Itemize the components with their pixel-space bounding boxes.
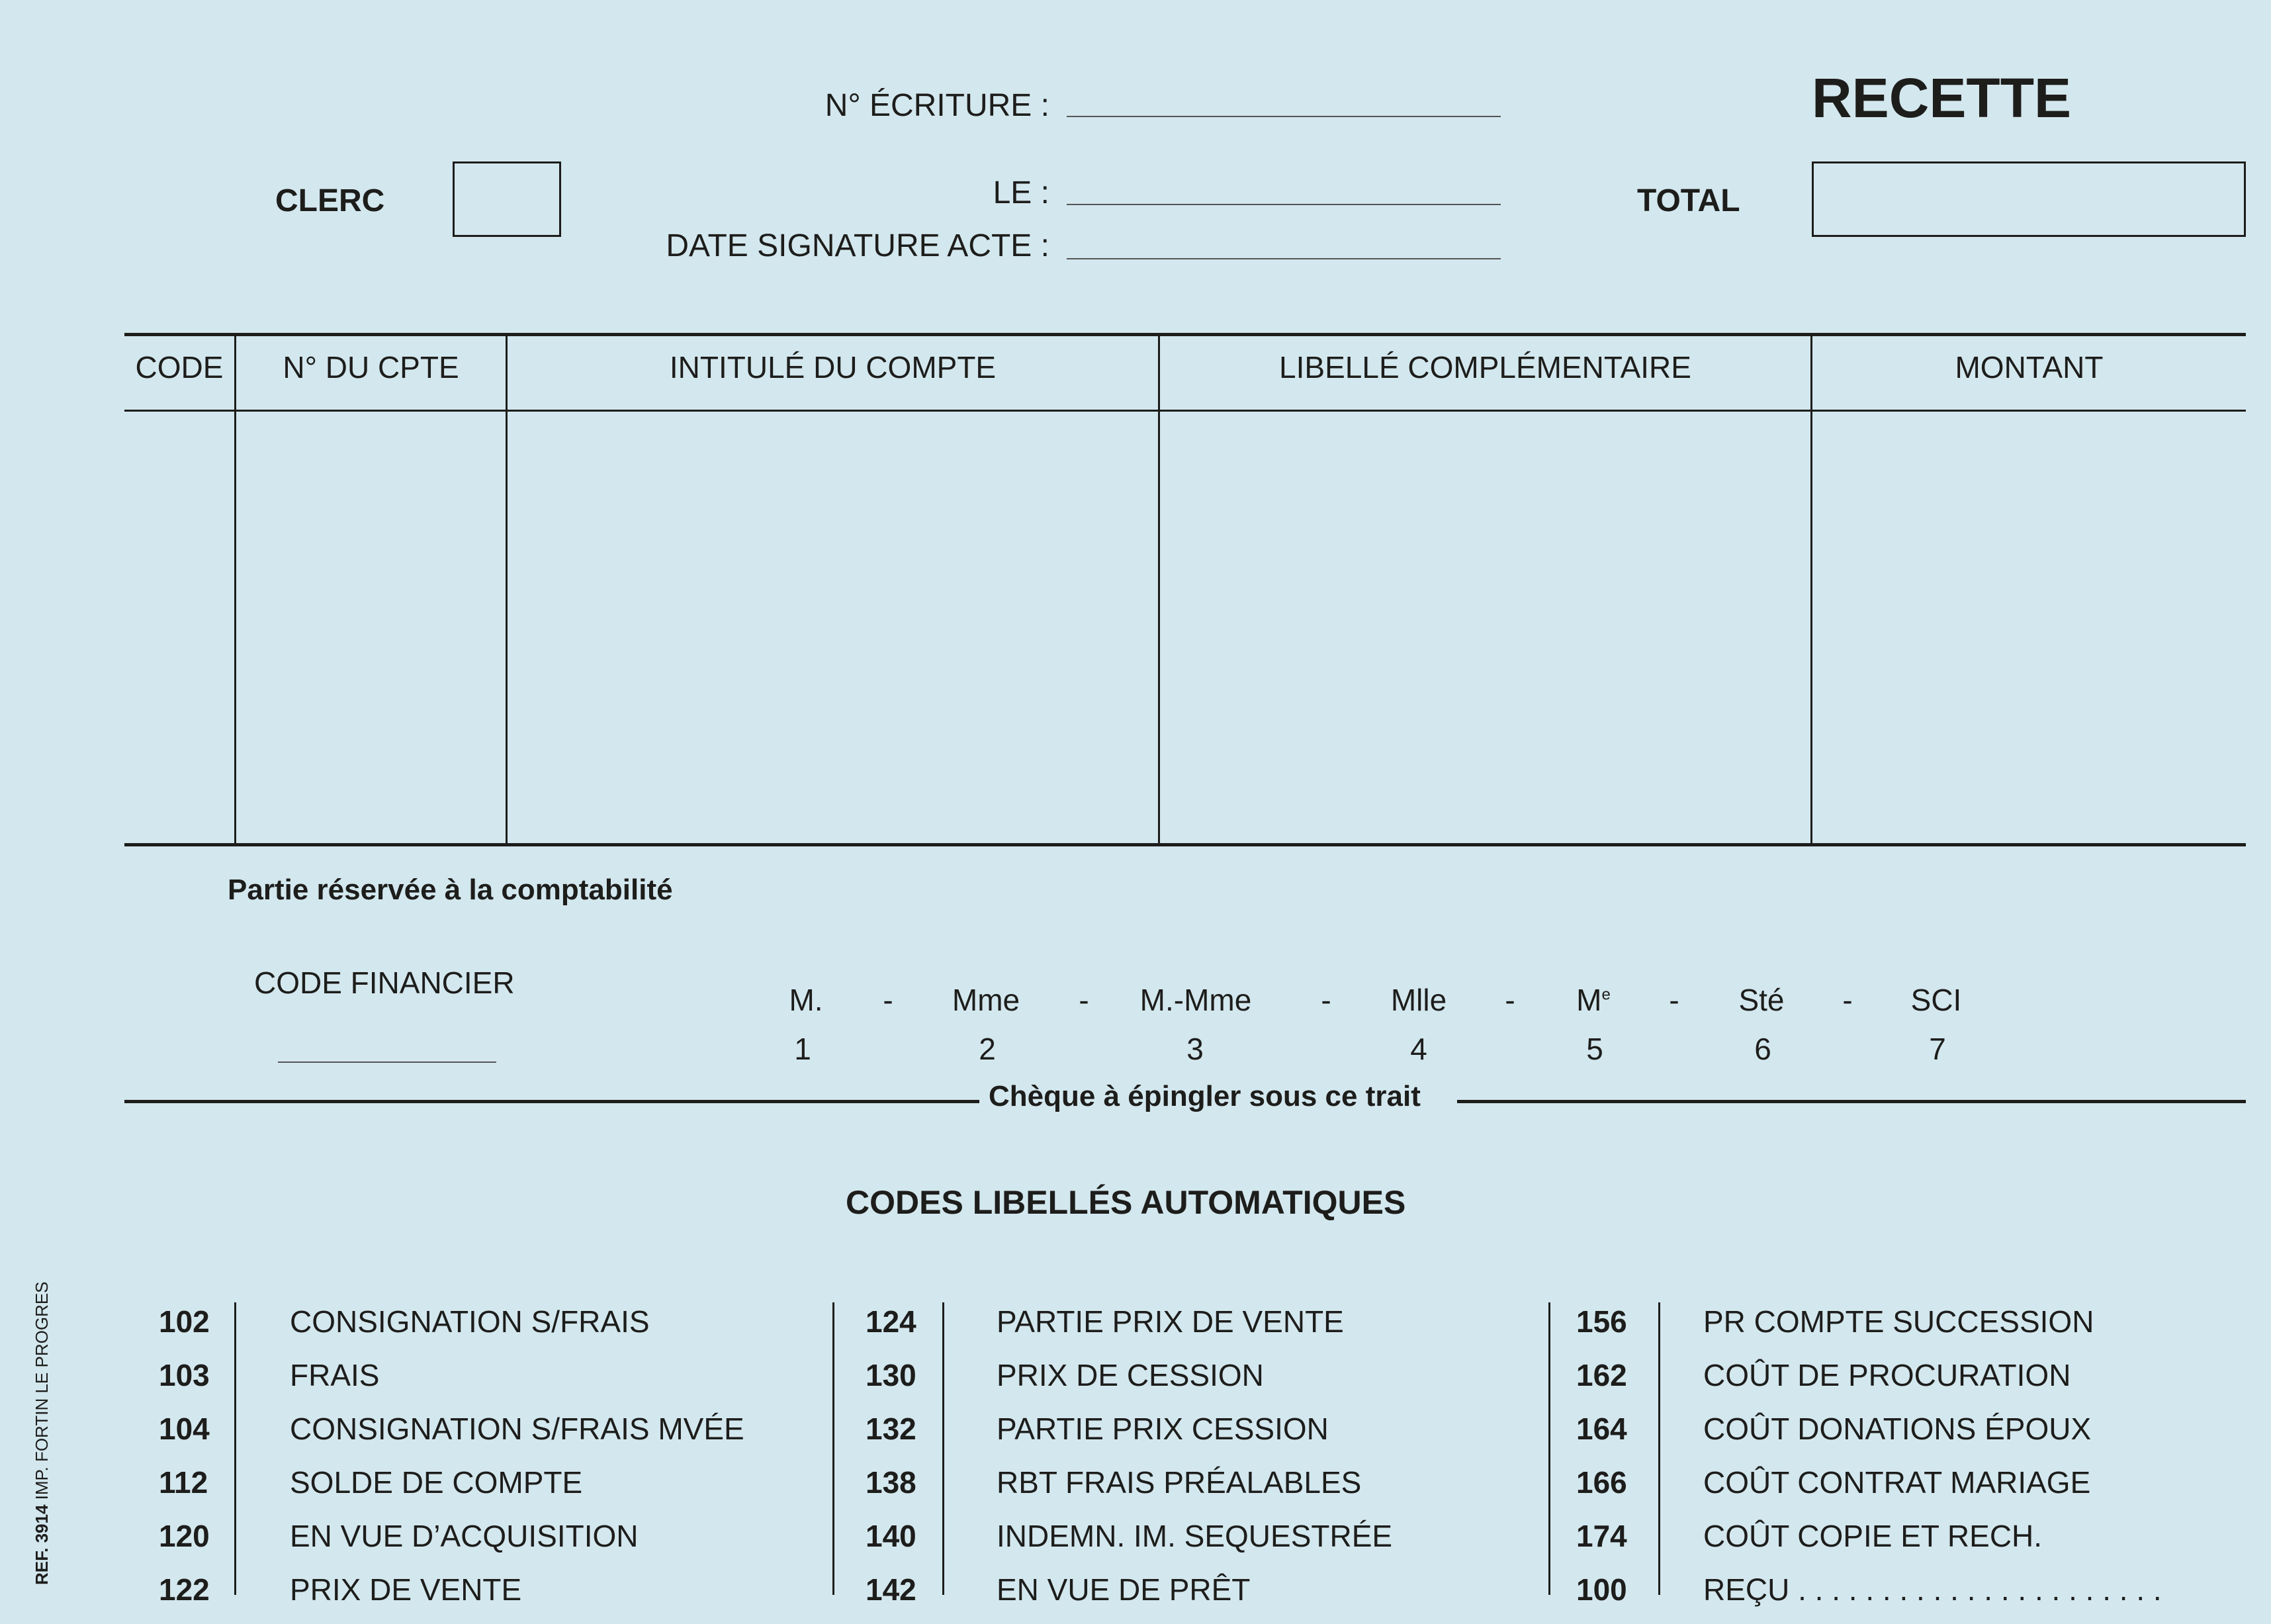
ecriture-field[interactable] bbox=[1067, 116, 1501, 117]
code-label: PARTIE PRIX CESSION bbox=[997, 1412, 1329, 1446]
clerc-box[interactable] bbox=[453, 161, 561, 237]
civility-separator: - bbox=[1505, 983, 1515, 1017]
code-number: 124 bbox=[866, 1304, 916, 1339]
table-top-border bbox=[124, 333, 2246, 336]
civility-separator: - bbox=[1321, 983, 1331, 1017]
codes-divider bbox=[234, 1302, 236, 1595]
codes-divider bbox=[1548, 1302, 1550, 1595]
code-label: REÇU . . . . . . . . . . . . . . . . . . . . . . bbox=[1703, 1572, 2162, 1607]
civility-number: 7 bbox=[1929, 1032, 1946, 1066]
form-title: RECETTE bbox=[1812, 67, 2072, 129]
codes-section-title: CODES LIBELLÉS AUTOMATIQUES bbox=[846, 1184, 1406, 1221]
code-financier-label: CODE FINANCIER bbox=[254, 966, 515, 1000]
code-number: 156 bbox=[1576, 1304, 1627, 1339]
le-field[interactable] bbox=[1067, 204, 1501, 205]
code-number: 120 bbox=[159, 1519, 210, 1553]
civility-number: 5 bbox=[1586, 1032, 1603, 1066]
code-financier-field[interactable] bbox=[278, 1061, 496, 1063]
civility-label: Mlle bbox=[1390, 983, 1447, 1017]
civility-number: 2 bbox=[979, 1032, 996, 1066]
code-number: 102 bbox=[159, 1304, 210, 1339]
code-label: COÛT DE PROCURATION bbox=[1703, 1358, 2071, 1392]
column-header-account-title: INTITULÉ DU COMPTE bbox=[669, 350, 997, 384]
code-number: 162 bbox=[1576, 1358, 1627, 1392]
code-label: RBT FRAIS PRÉALABLES bbox=[997, 1465, 1362, 1500]
column-header-code: CODE bbox=[135, 350, 224, 384]
civility-label-text: M bbox=[1576, 983, 1602, 1017]
table-bottom-border bbox=[124, 843, 2246, 846]
code-label: COÛT COPIE ET RECH. bbox=[1703, 1519, 2043, 1553]
civility-label: M. bbox=[789, 983, 823, 1017]
date-signature-label: DATE SIGNATURE ACTE : bbox=[666, 228, 1049, 263]
code-number: 140 bbox=[866, 1519, 916, 1553]
clerc-label: CLERC bbox=[275, 183, 385, 218]
le-label: LE : bbox=[993, 175, 1049, 210]
printer-reference bbox=[32, 1281, 52, 1585]
code-label: COÛT CONTRAT MARIAGE bbox=[1703, 1465, 2091, 1500]
civility-label-superscript: e bbox=[1601, 985, 1611, 1004]
code-label: INDEMN. IM. SEQUESTRÉE bbox=[997, 1519, 1393, 1553]
civility-number: 6 bbox=[1754, 1032, 1771, 1066]
code-label: PRIX DE CESSION bbox=[997, 1358, 1264, 1392]
civility-separator: - bbox=[1079, 983, 1089, 1017]
code-number: 142 bbox=[866, 1572, 916, 1607]
table-cell-account-title[interactable] bbox=[508, 412, 1158, 843]
total-label: TOTAL bbox=[1637, 183, 1740, 218]
cheque-line-right bbox=[1457, 1100, 2246, 1103]
table-cell-code[interactable] bbox=[124, 412, 234, 843]
civility-separator: - bbox=[1842, 983, 1853, 1017]
code-number: 104 bbox=[159, 1412, 210, 1446]
civility-label: Mme bbox=[952, 983, 1020, 1017]
code-label: PRIX DE VENTE bbox=[290, 1572, 522, 1607]
code-number: 164 bbox=[1576, 1412, 1627, 1446]
code-number: 166 bbox=[1576, 1465, 1627, 1500]
code-number: 130 bbox=[866, 1358, 916, 1392]
table-cell-extra-label[interactable] bbox=[1160, 412, 1810, 843]
code-label: SOLDE DE COMPTE bbox=[290, 1465, 583, 1500]
code-number: 122 bbox=[159, 1572, 210, 1607]
code-number: 112 bbox=[159, 1465, 208, 1500]
code-number: 132 bbox=[866, 1412, 916, 1446]
civility-number: 3 bbox=[1186, 1032, 1204, 1066]
code-number: 174 bbox=[1576, 1519, 1627, 1553]
code-label: EN VUE D’ACQUISITION bbox=[290, 1519, 639, 1553]
codes-divider bbox=[942, 1302, 944, 1595]
table-cell-account-number[interactable] bbox=[236, 412, 506, 843]
civility-number: 1 bbox=[794, 1032, 811, 1066]
civility-separator: - bbox=[1669, 983, 1679, 1017]
code-label: PR COMPTE SUCCESSION bbox=[1703, 1304, 2094, 1339]
ref-number: REF. 3914 bbox=[32, 1504, 52, 1585]
code-label: CONSIGNATION S/FRAIS bbox=[290, 1304, 650, 1339]
total-box[interactable] bbox=[1812, 161, 2246, 237]
cheque-line-left bbox=[124, 1100, 979, 1103]
code-number: 100 bbox=[1576, 1572, 1627, 1607]
code-label: CONSIGNATION S/FRAIS MVÉE bbox=[290, 1412, 744, 1446]
civility-separator: - bbox=[883, 983, 893, 1017]
accounting-section-title: Partie réservée à la comptabilité bbox=[228, 874, 673, 906]
civility-label: M.-Mme bbox=[1139, 983, 1252, 1017]
date-signature-field[interactable] bbox=[1067, 258, 1501, 259]
column-header-account-number: N° DU CPTE bbox=[283, 350, 459, 384]
code-label: COÛT DONATIONS ÉPOUX bbox=[1703, 1412, 2092, 1446]
ecriture-label: N° ÉCRITURE : bbox=[824, 88, 1049, 123]
printer-name: IMP. FORTIN LE PROGRES bbox=[32, 1281, 52, 1505]
cheque-instruction: Chèque à épingler sous ce trait bbox=[989, 1080, 1421, 1112]
civility-label-maitre bbox=[1554, 982, 1633, 1018]
codes-divider bbox=[1658, 1302, 1660, 1595]
code-number: 103 bbox=[159, 1358, 210, 1392]
civility-label: Sté bbox=[1738, 983, 1785, 1017]
column-header-amount: MONTANT bbox=[1955, 350, 2104, 384]
civility-number: 4 bbox=[1410, 1032, 1427, 1066]
codes-divider bbox=[832, 1302, 834, 1595]
code-label: PARTIE PRIX DE VENTE bbox=[997, 1304, 1344, 1339]
column-header-extra-label: LIBELLÉ COMPLÉMENTAIRE bbox=[1279, 350, 1691, 384]
code-label: EN VUE DE PRÊT bbox=[997, 1572, 1251, 1607]
table-cell-amount[interactable] bbox=[1812, 412, 2246, 843]
code-label: FRAIS bbox=[290, 1358, 380, 1392]
civility-label: SCI bbox=[1910, 983, 1962, 1017]
code-number: 138 bbox=[866, 1465, 916, 1500]
